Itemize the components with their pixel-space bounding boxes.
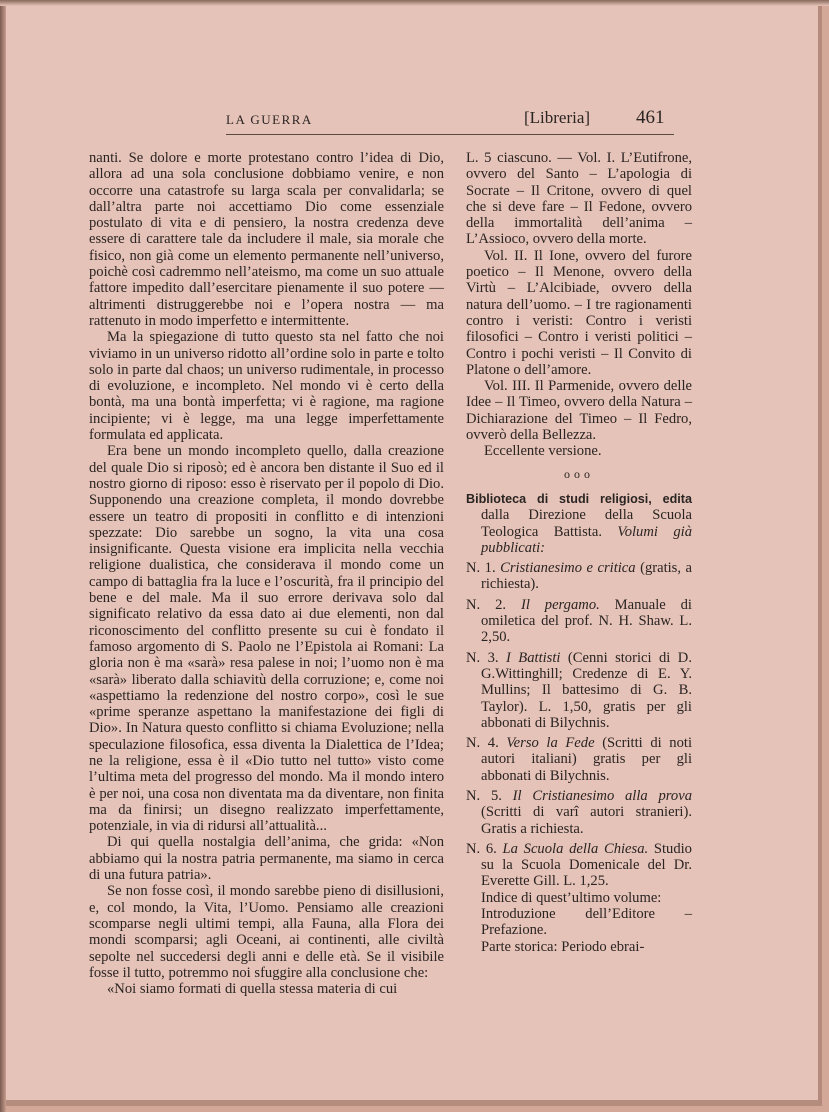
paragraph: Vol. II. Il Ione, ovvero del furore poetico – Il Menone, ovvero della Virtù – L’Alcibiade, ovvero della natura dell’uomo. – I tre ragionamenti contro i veristi: Contro i veristi filosofici – Contro i veristi politici – Contro i pochi veristi – Il Convito di Platone o dell’amore. (466, 247, 692, 378)
item-title: Verso la Fede (506, 735, 595, 752)
paragraph: Vol. III. Il Parmenide, ovvero delle Idee – Il Timeo, ovvero della Natura – Dichiarazione del Timeo – Il Fedro, ovverò della Bellezza. (466, 378, 692, 444)
item-number: N. 3. (466, 649, 499, 666)
paragraph: nanti. Se dolore e morte protestano contro l’idea di Dio, allora ad una sola conclusione dobbiamo venire, e non occorre una catastrofe su larga scala per convalidarla; se dall’altra parte noi accettiamo Dio come essenziale postulato di vita e di pensiero, la nostra credenza deve essere di carattere tale da includere il male, sia morale che fisico, non già come un elemento permanente nell’universo, poichè così cadremmo nell’ateismo, ma come un suo attuale fattore impedito dall’esercitare pienamente il suo potere — altrimenti distruggerebbe noi e l’opera nostra — ma rattenuto in modo imperfetto e intermittente. (89, 150, 444, 329)
left-column (89, 150, 444, 997)
list-item (466, 735, 692, 784)
page-number: 461 (636, 107, 665, 128)
library-heading-italic: Volumi già pubblicati: (481, 523, 693, 556)
paragraph: Parte storica: Periodo ebrai- (481, 938, 645, 955)
section-separator: ooo (564, 466, 594, 481)
right-column (466, 150, 692, 955)
list-item (466, 597, 692, 646)
header-rule (226, 134, 674, 135)
item-title: La Scuola della Chiesa. (502, 840, 649, 857)
item-title: Il Cristianesimo alla prova (512, 787, 692, 804)
paragraph: Di qui quella nostalgia dell’anima, che grida: «Non abbiamo qui la nostra patria permanente, ma siamo in cerca di una futura patria». (89, 834, 444, 884)
list-item (466, 560, 692, 593)
paragraph: Indice di quest’ultimo volume: (481, 889, 662, 906)
item-number: N. 6. (466, 840, 497, 857)
library-heading-rest: dalla Direzione della Scuola Teologica Battista. (481, 507, 692, 540)
paragraph: Introduzione dell’Editore – Prefazione. (481, 906, 692, 939)
paragraph: Era bene un mondo incompleto quello, dalla creazione del quale Dio si riposò; ed è ancora ben distante il Suo ed il nostro giorno di riposo: esso è riservato per il popolo di Dio. Supponendo una creazione completa, il mondo dovrebbe essere un teatro di propositi in conflitto e di intenzioni spezzate: Dio sarebbe un sogno, la vita una cosa insignificante. Questa visione era implicita nella vecchia religione dualistica, che considerava il mondo come un campo di battaglia fra la luce e l’oscurità, fra il principio del bene e del male. Ma il suo errore derivava solo dal significato relativo da essa dato ai due elementi, non dal riconoscimento del conflitto presente su cui è fondato il famoso argomento di S. Paolo ne l’Epistola ai Romani: La gloria non è ma «sarà» resa palese in noi; l’uomo non è ma «sarà» liberato dalla schiavitù della corruzione; e, come noi «aspettiamo la redenzione del nostro corpo», così le sue «prime speranze aspettano la manifestazione dei figli di Dio». In Natura questo conflitto si chiama Evoluzione; nella speculazione filosofica, essa diventa la Dialettica de l’Idea; ne la religione, essa è il «Dio tutto nel tutto» visto come l’ultima meta del progresso del mondo. Ma il mondo intero è per noi, una cosa non diventata ma da diventare, non finita ma da finirsi; un disegno realizzato imperfettamente, potenziale, in via di ridursi all’attualità... (89, 443, 444, 835)
paragraph: Eccellente versione. (484, 443, 602, 460)
item-description: (Scritti di varî autori stranieri). Gratis a richiesta. (481, 804, 692, 837)
item-number: N. 4. (466, 735, 499, 752)
item-description: (Scritti di noti autori italiani) gratis per gli abbonati di Bilychnis. (481, 735, 692, 784)
item-number: N. 1. (466, 560, 496, 577)
library-heading-lead: Biblioteca di studi religiosi, edita (466, 491, 692, 506)
list-item (466, 841, 692, 890)
page-binding (0, 0, 6, 1112)
item-description: (gratis, a richiesta). (481, 560, 692, 593)
item-number: N. 5. (466, 787, 502, 804)
item-description: (Cenni storici di D. G.Wittinghill; Credenze di E. Y. Mullins; Il battesimo di G. B. Taylor). L. 1,50, gratis per gli abbonati di Bilychnis. (481, 649, 692, 731)
page-top-edge (0, 0, 829, 6)
paragraph: Ma la spiegazione di tutto questo sta nel fatto che noi viviamo in un universo ridotto all’ordine solo in parte e tolto solo in parte dal chaos; un universo rudimentale, in processo di evoluzione, e incompleto. Nel mondo vi è certo della bontà, ma una bontà imperfetta; vi è ragione, ma ragione incipiente; vi è legge, ma una legge imperfettamente formulata ed applicata. (89, 329, 444, 444)
list-item (466, 650, 692, 731)
item-description: Manuale di omiletica del prof. N. H. Shaw. L. 2,50. (481, 596, 692, 646)
item-title: I Battisti (506, 649, 561, 666)
paragraph: L. 5 ciascuno. — Vol. I. L’Eutifrone, ovvero del Santo – L’apologia di Socrate – Il Critone, ovvero di quel che si deve fare – Il Fedone, ovvero della immortalità dell’anima – L’Assioco, ovvero della morte. (466, 150, 692, 248)
item-number: N. 2. (466, 596, 507, 613)
item-title: Cristianesimo e critica (500, 560, 636, 577)
paragraph: Se non fosse così, il mondo sarebbe pieno di disillusioni, e, col mondo, la Vita, l’Uomo. Pensiamo alle creazioni scomparse negli ultimi tempi, alla Fauna, alla Flora dei mondi scomparsi; agli Oceani, ai continenti, alle civiltà sepolte nel succedersi degli anni e delle età. Se il visibile fosse il tutto, potremmo noi sfuggire alla conclusione che: (89, 883, 444, 981)
list-item (466, 788, 692, 837)
paragraph: «Noi siamo formati di quella stessa materia di cui (107, 981, 398, 998)
running-title: LA GUERRA (226, 112, 313, 127)
library-heading (466, 491, 692, 556)
item-description: Studio su la Scuola Domenicale del Dr. Everette Gill. L. 1,25. (481, 840, 692, 890)
section-label: [Libreria] (524, 108, 591, 127)
item-title: Il pergamo. (520, 596, 600, 613)
